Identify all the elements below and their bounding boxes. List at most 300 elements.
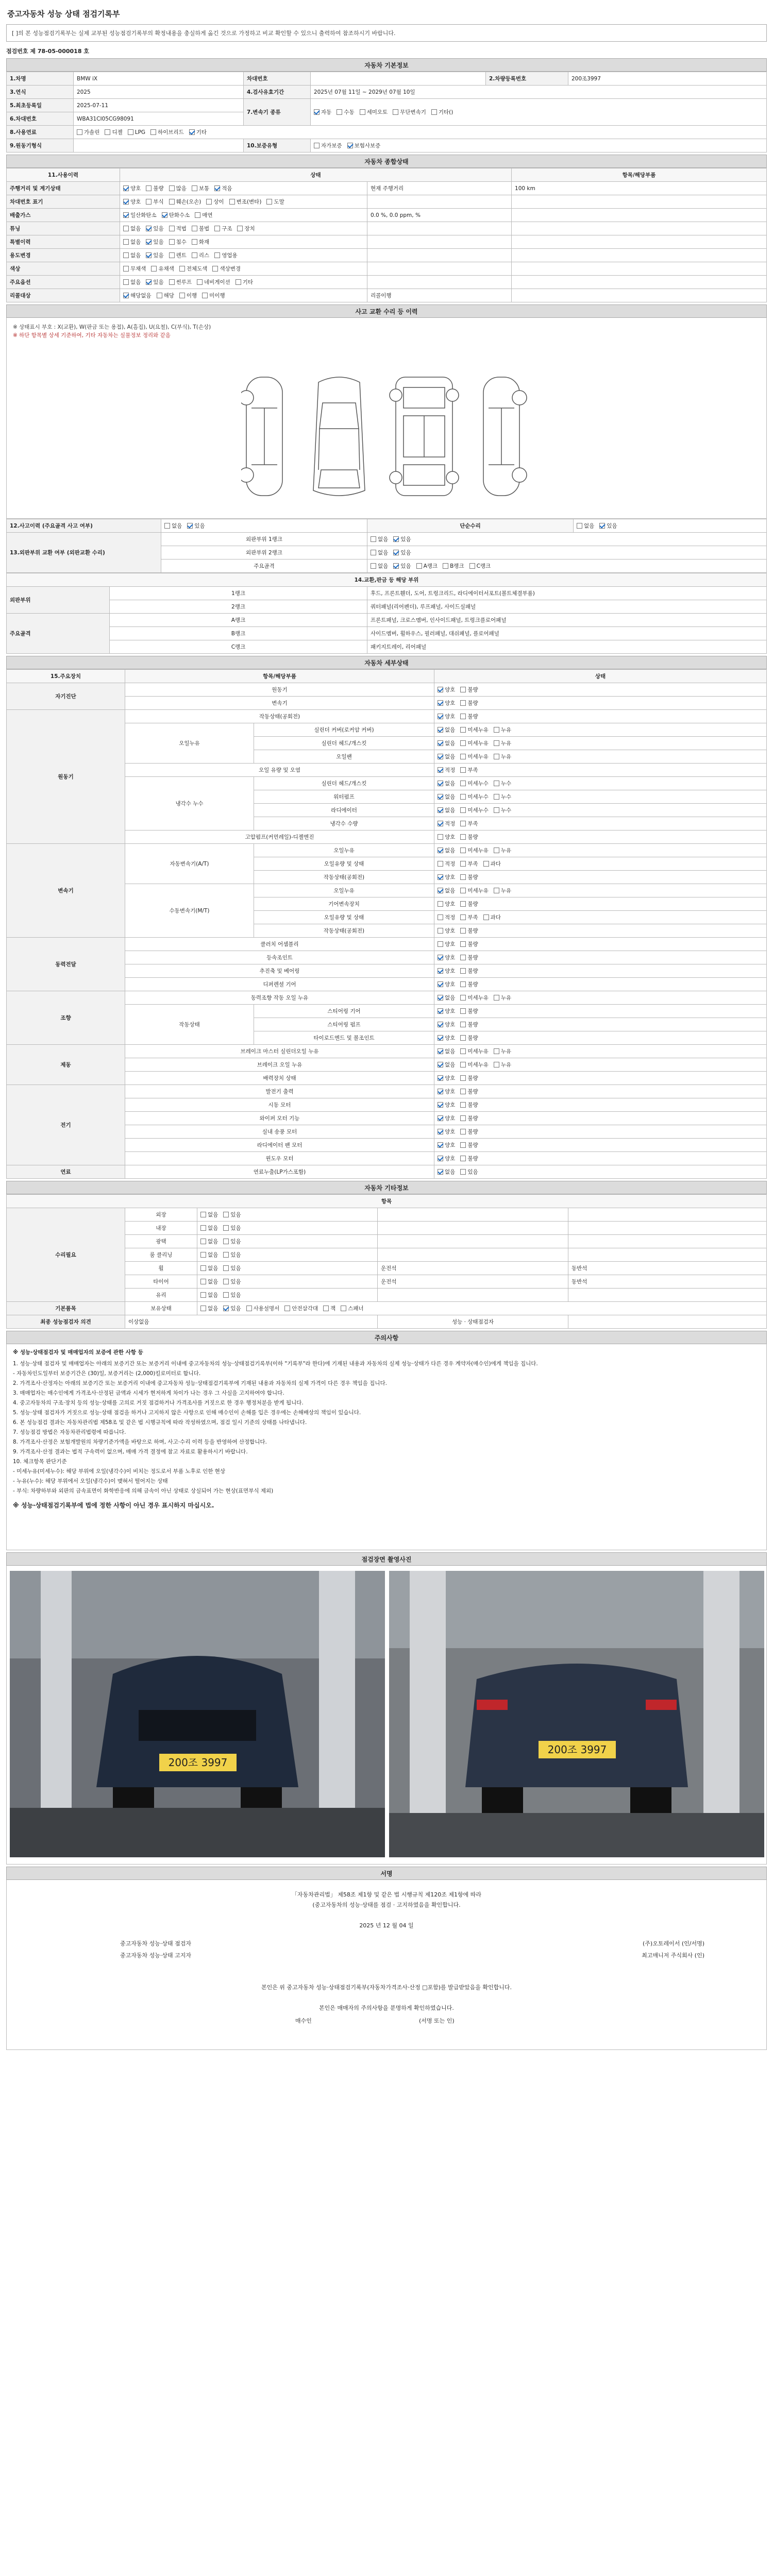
option — [469, 562, 491, 570]
checkbox-icon[interactable] — [214, 252, 220, 258]
sign-line-1: 「자동차관리법」 제58조 제1항 및 같은 법 시행규칙 제120조 제1항에 따라 — [291, 1891, 482, 1898]
option-label: 수동 — [344, 109, 355, 115]
option-label: 없음 — [208, 1212, 219, 1218]
option-label: 양호 — [445, 981, 456, 988]
checked-box-icon[interactable] — [123, 199, 129, 205]
checkbox-icon[interactable] — [200, 1225, 206, 1231]
checkbox-icon[interactable] — [460, 955, 466, 960]
checkbox-icon[interactable] — [146, 185, 152, 191]
checkbox-icon[interactable] — [123, 226, 129, 231]
checked-box-icon[interactable] — [438, 1102, 443, 1108]
checkbox-icon[interactable] — [494, 848, 499, 853]
checkbox-icon[interactable] — [371, 536, 376, 542]
checkbox-icon[interactable] — [229, 199, 235, 205]
parts-rank: B랭크 — [110, 627, 367, 640]
option — [438, 1061, 455, 1069]
checkbox-icon[interactable] — [494, 995, 499, 1001]
checkbox-icon[interactable] — [460, 914, 466, 920]
option-label: 변조(변타) — [236, 199, 262, 205]
checked-box-icon[interactable] — [187, 523, 193, 529]
option-label: 양호 — [445, 928, 456, 934]
checkbox-icon[interactable] — [460, 767, 466, 773]
option — [192, 184, 209, 192]
detail-group: 조향 — [7, 991, 125, 1045]
option — [229, 198, 262, 206]
checkbox-icon[interactable] — [460, 968, 466, 974]
checkbox-icon[interactable] — [169, 226, 175, 231]
checkbox-icon[interactable] — [237, 226, 243, 231]
checkbox-icon[interactable] — [460, 1062, 466, 1067]
checkbox-icon[interactable] — [494, 794, 499, 800]
checkbox-icon[interactable] — [192, 252, 197, 258]
option — [146, 184, 163, 192]
option-label: 탄화수소 — [169, 212, 190, 218]
checkbox-icon[interactable] — [200, 1239, 206, 1244]
detail-row — [7, 991, 767, 1005]
checkbox-icon[interactable] — [123, 279, 129, 285]
checked-box-icon[interactable] — [314, 109, 320, 115]
checkbox-icon[interactable] — [200, 1252, 206, 1258]
checkbox-icon[interactable] — [460, 874, 466, 880]
checked-box-icon[interactable] — [438, 955, 443, 960]
checkbox-icon[interactable] — [438, 941, 443, 947]
checkbox-icon[interactable] — [77, 129, 82, 135]
checkbox-icon[interactable] — [314, 143, 320, 148]
option-label: 있음 — [607, 523, 617, 529]
option-label: 있음 — [194, 523, 205, 529]
other-state — [197, 1275, 378, 1289]
option — [577, 522, 594, 530]
other-item: 광택 — [125, 1235, 197, 1248]
checkbox-icon[interactable] — [200, 1292, 206, 1298]
checkbox-icon[interactable] — [438, 901, 443, 907]
option-label: 적법 — [176, 226, 187, 232]
detail-state — [434, 884, 767, 897]
rear-plate: 200조 3997 — [547, 1743, 607, 1756]
option-label: B랭크 — [450, 563, 464, 569]
checked-box-icon[interactable] — [438, 807, 443, 813]
option — [187, 522, 205, 530]
checkbox-icon[interactable] — [438, 914, 443, 920]
detail-state — [434, 831, 767, 844]
checked-box-icon[interactable] — [438, 754, 443, 759]
option-label: 미세누유 — [467, 888, 489, 894]
option — [460, 686, 478, 693]
checkbox-icon[interactable] — [151, 266, 157, 272]
checkbox-icon[interactable] — [460, 1102, 466, 1108]
checkbox-icon[interactable] — [483, 914, 489, 920]
checkbox-icon[interactable] — [494, 807, 499, 813]
parts-rank: 2랭크 — [110, 600, 367, 614]
checkbox-icon[interactable] — [214, 226, 220, 231]
other-mid — [378, 1289, 568, 1302]
option — [169, 278, 192, 286]
checkbox-icon[interactable] — [179, 293, 185, 298]
section-detail: 자동차 세부상태 — [6, 656, 767, 669]
checkbox-icon[interactable] — [443, 563, 448, 569]
overall-row-state — [120, 262, 367, 276]
option-label: 기타 — [242, 279, 254, 285]
detail-group: 제동 — [7, 1045, 125, 1085]
other-right — [568, 1222, 767, 1235]
checked-box-icon[interactable] — [438, 874, 443, 880]
overall-row-note — [367, 276, 512, 289]
checkbox-icon[interactable] — [460, 727, 466, 733]
checked-box-icon[interactable] — [393, 536, 399, 542]
sign-line-2: (중고자동차의 성능·상태를 점검 · 고지하였음을 확인합니다. — [312, 1902, 461, 1908]
option — [438, 887, 455, 894]
checked-box-icon[interactable] — [393, 550, 399, 555]
checkbox-icon[interactable] — [146, 199, 152, 205]
checked-box-icon[interactable] — [123, 293, 129, 298]
option — [438, 980, 455, 988]
checked-box-icon[interactable] — [438, 1062, 443, 1067]
checked-box-icon[interactable] — [438, 1008, 443, 1014]
checkbox-icon[interactable] — [200, 1279, 206, 1284]
parts-items: 프론트패널, 크로스멤버, 인사이드패널, 트렁크플로어패널 — [367, 614, 767, 627]
option — [494, 806, 511, 814]
checkbox-icon[interactable] — [460, 754, 466, 759]
option — [162, 211, 190, 219]
option — [460, 1101, 478, 1109]
checked-box-icon[interactable] — [146, 226, 152, 231]
option — [438, 1034, 455, 1042]
checked-box-icon[interactable] — [123, 185, 129, 191]
checkbox-icon[interactable] — [223, 1252, 229, 1258]
checkbox-icon[interactable] — [223, 1292, 229, 1298]
checked-box-icon[interactable] — [438, 1115, 443, 1121]
checkbox-icon[interactable] — [371, 550, 376, 555]
caution-item: 3. 매매업자는 매수인에게 가격조사·산정된 금액과 시세가 현저하게 차이가 나는 경우 그 사실을 고지하여야 합니다. — [13, 1390, 284, 1396]
checked-box-icon[interactable] — [438, 1169, 443, 1175]
checkbox-icon[interactable] — [460, 794, 466, 800]
checkbox-icon[interactable] — [460, 781, 466, 786]
option-label: A랭크 — [423, 563, 438, 569]
option-label: 양호 — [445, 1089, 456, 1095]
checkbox-icon[interactable] — [179, 266, 185, 272]
checked-box-icon[interactable] — [438, 1035, 443, 1041]
checkbox-icon[interactable] — [460, 981, 466, 987]
checked-box-icon[interactable] — [438, 1089, 443, 1094]
option — [460, 806, 489, 814]
checkbox-icon[interactable] — [460, 1089, 466, 1094]
checkbox-icon[interactable] — [460, 687, 466, 692]
overall-row-right — [512, 289, 767, 302]
overall-row-label: 특별이력 — [7, 235, 120, 249]
option-label: 누수 — [500, 807, 512, 814]
checkbox-icon[interactable] — [416, 563, 422, 569]
checked-box-icon[interactable] — [438, 968, 443, 974]
checked-box-icon[interactable] — [438, 781, 443, 786]
detail-item: 브레이크 오일 누유 — [125, 1058, 434, 1072]
checkbox-icon[interactable] — [460, 888, 466, 893]
parts-items: 패키지트레이, 리어패널 — [367, 640, 767, 654]
option — [494, 739, 511, 747]
option — [146, 198, 163, 206]
checkbox-icon[interactable] — [460, 1129, 466, 1134]
checkbox-icon[interactable] — [460, 1075, 466, 1081]
checkbox-icon[interactable] — [197, 279, 203, 285]
option — [200, 1264, 218, 1272]
checked-box-icon[interactable] — [438, 995, 443, 1001]
checkbox-icon[interactable] — [223, 1225, 229, 1231]
panel-state — [367, 546, 767, 560]
option-label: 있음 — [153, 252, 164, 259]
checkbox-icon[interactable] — [438, 928, 443, 934]
checkbox-icon[interactable] — [192, 239, 197, 245]
checkbox-icon[interactable] — [460, 1142, 466, 1148]
checkbox-icon[interactable] — [123, 239, 129, 245]
option-label: 없음 — [445, 727, 456, 733]
checkbox-icon[interactable] — [494, 1048, 499, 1054]
checkbox-icon[interactable] — [494, 888, 499, 893]
checkbox-icon[interactable] — [169, 199, 175, 205]
overall-head-history: 11.사용이력 — [7, 168, 120, 182]
checkbox-icon[interactable] — [460, 901, 466, 907]
overall-row — [7, 289, 767, 302]
checkbox-icon[interactable] — [169, 252, 175, 258]
detail-state — [434, 1125, 767, 1139]
checkbox-icon[interactable] — [494, 727, 499, 733]
checkbox-icon[interactable] — [460, 995, 466, 1001]
checkbox-icon[interactable] — [469, 563, 475, 569]
option — [128, 129, 145, 135]
checkbox-icon[interactable] — [460, 848, 466, 853]
checked-box-icon[interactable] — [347, 143, 353, 148]
checked-box-icon[interactable] — [438, 794, 443, 800]
checked-box-icon[interactable] — [438, 821, 443, 826]
option — [460, 913, 478, 921]
checkbox-icon[interactable] — [460, 1169, 466, 1175]
checkbox-icon[interactable] — [195, 212, 200, 218]
option — [460, 1114, 478, 1122]
engine-type-label: 9.원동기형식 — [7, 139, 74, 152]
checkbox-icon[interactable] — [169, 239, 175, 245]
checkbox-icon[interactable] — [494, 754, 499, 759]
option — [438, 713, 455, 720]
checkbox-icon[interactable] — [206, 199, 212, 205]
checkbox-icon[interactable] — [223, 1279, 229, 1284]
option-label: 색상변경 — [220, 266, 241, 272]
checked-box-icon[interactable] — [123, 212, 129, 218]
detail-state — [434, 1018, 767, 1031]
detail-item: 워터펌프 — [254, 790, 434, 804]
panel-label: 13.외판부위 교환 여부 (외판교환 수리) — [7, 533, 161, 573]
checkbox-icon[interactable] — [200, 1212, 206, 1217]
checked-box-icon[interactable] — [438, 687, 443, 692]
checkbox-icon[interactable] — [246, 1306, 252, 1311]
detail-item: 스티어링 기어 — [254, 1005, 434, 1018]
option — [599, 522, 617, 530]
option-label: 적정 — [445, 821, 456, 827]
checkbox-icon[interactable] — [393, 109, 398, 115]
checked-box-icon[interactable] — [438, 1048, 443, 1054]
detail-row — [7, 844, 767, 857]
option-label: 적정 — [445, 861, 456, 867]
checkbox-icon[interactable] — [123, 266, 129, 272]
checked-box-icon[interactable] — [146, 279, 152, 285]
checkbox-icon[interactable] — [284, 1306, 290, 1311]
checkbox-icon[interactable] — [460, 1035, 466, 1041]
checked-box-icon[interactable] — [146, 239, 152, 245]
option — [460, 967, 478, 975]
detail-state — [434, 1152, 767, 1165]
checked-box-icon[interactable] — [223, 1306, 229, 1311]
detail-state — [434, 1085, 767, 1098]
checkbox-icon[interactable] — [150, 129, 156, 135]
checkbox-icon[interactable] — [128, 129, 133, 135]
chassis-label: 6.차대번호 — [7, 112, 74, 126]
checkbox-icon[interactable] — [431, 109, 437, 115]
option — [494, 753, 511, 760]
checkbox-icon[interactable] — [460, 714, 466, 719]
option — [460, 1141, 478, 1149]
detail-item: 오일팬 — [254, 750, 434, 764]
option — [169, 198, 201, 206]
checkbox-icon[interactable] — [460, 1156, 466, 1161]
checkbox-icon[interactable] — [460, 1115, 466, 1121]
checked-box-icon[interactable] — [214, 185, 220, 191]
checkbox-icon[interactable] — [341, 1306, 346, 1311]
checkbox-icon[interactable] — [223, 1239, 229, 1244]
option-label: 양호 — [445, 1035, 456, 1041]
other-right: 동반석 — [568, 1275, 767, 1289]
option — [123, 251, 141, 259]
checked-box-icon[interactable] — [438, 727, 443, 733]
checkbox-icon[interactable] — [212, 266, 218, 272]
checked-box-icon[interactable] — [438, 700, 443, 706]
checkbox-icon[interactable] — [192, 226, 197, 231]
checked-box-icon[interactable] — [438, 1075, 443, 1081]
option — [460, 1021, 478, 1028]
checked-box-icon[interactable] — [599, 523, 605, 529]
checked-box-icon[interactable] — [162, 212, 167, 218]
option-label: 보험사보증 — [354, 143, 381, 149]
checked-box-icon[interactable] — [438, 848, 443, 853]
checkbox-icon[interactable] — [105, 129, 110, 135]
caution-item: 10. 체크항목 판단기준 — [13, 1459, 67, 1465]
option — [341, 1304, 363, 1312]
detail-state — [434, 1165, 767, 1179]
plate-value: 200조3997 — [568, 72, 767, 86]
checkbox-icon[interactable] — [494, 740, 499, 746]
option-label: 불량 — [467, 714, 478, 720]
option-label: 유채색 — [158, 266, 174, 272]
checked-box-icon[interactable] — [438, 1022, 443, 1027]
checkbox-icon[interactable] — [236, 279, 241, 285]
checked-box-icon[interactable] — [189, 129, 195, 135]
option — [494, 793, 511, 801]
checked-box-icon[interactable] — [438, 740, 443, 746]
panel-body — [7, 533, 767, 573]
document-notice: [ ]의 본 성능점검기록부는 실제 교부된 성능점검기록부의 확정내용을 충실하게 옮긴 것으로 가정하고 비교 확인할 수 있으니 출력하여 참조하시기 바랍니다. — [6, 24, 767, 42]
checked-box-icon[interactable] — [393, 563, 399, 569]
front-plate: 200조 3997 — [168, 1756, 228, 1769]
checked-box-icon[interactable] — [438, 1156, 443, 1161]
detail-state — [434, 737, 767, 750]
certificate-number-value: 78-05-000018 호 — [37, 48, 89, 55]
checkbox-icon[interactable] — [202, 293, 208, 298]
checkbox-icon[interactable] — [223, 1265, 229, 1271]
option — [236, 278, 253, 286]
checkbox-icon[interactable] — [460, 1022, 466, 1027]
checkbox-icon[interactable] — [577, 523, 582, 529]
checkbox-icon[interactable] — [494, 1062, 499, 1067]
checkbox-icon[interactable] — [460, 1048, 466, 1054]
checkbox-icon[interactable] — [460, 834, 466, 840]
checked-box-icon[interactable] — [438, 1142, 443, 1148]
checkbox-icon[interactable] — [371, 563, 376, 569]
checkbox-icon[interactable] — [192, 185, 197, 191]
checkbox-icon[interactable] — [460, 821, 466, 826]
checked-box-icon[interactable] — [438, 981, 443, 987]
checkbox-icon[interactable] — [360, 109, 365, 115]
checkbox-icon[interactable] — [200, 1306, 206, 1311]
option — [438, 927, 455, 935]
checkbox-icon[interactable] — [460, 700, 466, 706]
checkbox-icon[interactable] — [266, 199, 272, 205]
checkbox-icon[interactable] — [157, 293, 162, 298]
notifier-label: 중고자동차 성능·상태 고지자 — [120, 1952, 192, 1959]
option — [360, 108, 388, 116]
checkbox-icon[interactable] — [164, 523, 170, 529]
checkbox-icon[interactable] — [337, 109, 342, 115]
checked-box-icon[interactable] — [438, 1129, 443, 1134]
opinion-sub: 성능 · 상태점검자 — [378, 1315, 568, 1329]
checkbox-icon[interactable] — [460, 740, 466, 746]
option — [438, 1021, 455, 1028]
checkbox-icon[interactable] — [123, 252, 129, 258]
checkbox-icon[interactable] — [438, 861, 443, 867]
checkbox-icon[interactable] — [460, 1008, 466, 1014]
checkbox-icon[interactable] — [460, 928, 466, 934]
checkbox-icon[interactable] — [494, 781, 499, 786]
option — [151, 265, 174, 273]
checkbox-icon[interactable] — [323, 1306, 329, 1311]
checkbox-icon[interactable] — [483, 861, 489, 867]
checked-box-icon[interactable] — [438, 714, 443, 719]
checked-box-icon[interactable] — [146, 252, 152, 258]
option-label: 없음 — [208, 1306, 219, 1312]
checked-box-icon[interactable] — [438, 888, 443, 893]
detail-state — [434, 897, 767, 911]
option — [438, 1141, 455, 1149]
checkbox-icon[interactable] — [200, 1265, 206, 1271]
option — [438, 833, 455, 841]
checkbox-icon[interactable] — [460, 941, 466, 947]
simple-repair-label: 단순수리 — [367, 519, 574, 533]
option-label: 매연 — [202, 212, 213, 218]
checkbox-icon[interactable] — [460, 861, 466, 867]
option-label: 해당 — [163, 293, 174, 299]
checkbox-icon[interactable] — [169, 279, 175, 285]
option-label: 양호 — [445, 687, 456, 693]
option-label: 썬루프 — [176, 279, 192, 285]
checkbox-icon[interactable] — [460, 807, 466, 813]
checkbox-icon[interactable] — [169, 185, 175, 191]
checkbox-icon[interactable] — [438, 834, 443, 840]
option — [223, 1304, 241, 1312]
checked-box-icon[interactable] — [438, 767, 443, 773]
detail-item: 작동상태(공회전) — [125, 710, 434, 723]
option — [438, 900, 455, 908]
detail-state — [434, 750, 767, 764]
option — [460, 1088, 478, 1095]
section-overall: 자동차 종합상태 — [6, 155, 767, 168]
opinion-value: 이상없음 — [125, 1315, 378, 1329]
option — [146, 238, 163, 246]
checkbox-icon[interactable] — [223, 1212, 229, 1217]
